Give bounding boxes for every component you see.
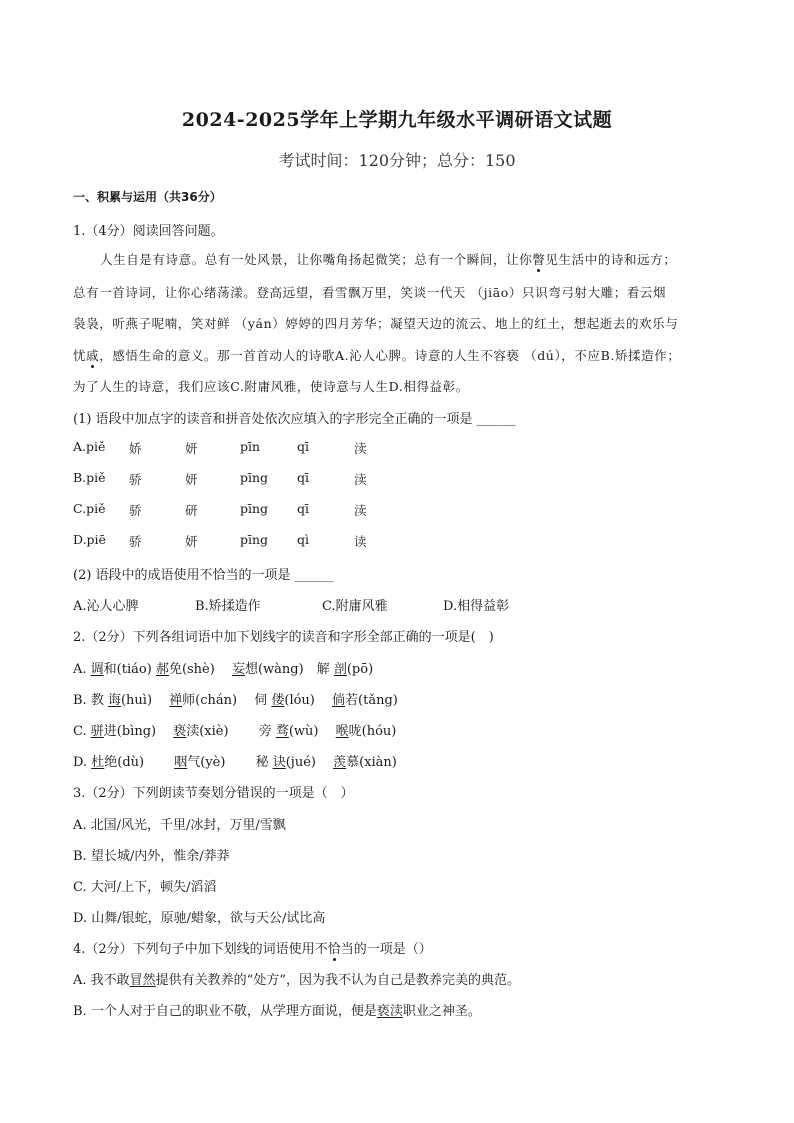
dotted-word: 不恰当: [315, 942, 354, 957]
q3-option-d: D. 山舞/银蛇，原驰/蜡象，欲与天公/试比高: [73, 911, 326, 926]
q2-option-d: D. 杜绝(dù) 咽气(yè) 秘 诀(jué) 羡慕(xiàn): [73, 755, 397, 770]
q2-option-a: A. 调和(tiáo) 郝免(shè) 妄想(wàng) 解 剖(pō): [73, 662, 374, 677]
section-heading: 一、积累与运用（共36分）: [73, 190, 222, 204]
q2-option-b: B. 教 诲(huì) 禅师(chán) 伺 偻(lóu) 倘若(tǎng): [73, 693, 398, 708]
q4-option-b: B. 一个人对于自己的职业不敬，从学理方面说，便是亵渎职业之神圣。: [73, 1004, 481, 1019]
dotted-char: 瞥: [532, 252, 546, 267]
q3-stem: 3.（2分）下列朗读节奏划分错误的一项是（ ）: [73, 786, 354, 801]
q1-sub1: (1) 语段中加点字的读音和拼音处依次应填入的字形完全正确的一项是 ______: [73, 412, 516, 427]
q4-option-a: A. 我不敢冒然提供有关教养的“处方”，因为我不认为自己是教养完美的典范。: [73, 973, 520, 988]
q1-passage-line-1: 人生自是有诗意。总有一处风景，让你嘴角扬起微笑；总有一个瞬间，让你瞥见生活中的诗和远方；: [100, 252, 677, 267]
q2-stem: 2.（2分）下列各组词语中加下划线字的读音和字形全部正确的一项是( ): [73, 630, 494, 645]
q1-option-c: C.piě 骄 研 pīng qī 渎: [73, 501, 367, 518]
q1-stem: 1.（4分）阅读回答问题。: [73, 224, 224, 239]
q1-passage-line-3: 袅袅，听燕子呢喃，笑对鲜 （yán）婷婷的四月芳华；凝望天边的流云、地上的红土，想起逝去的欢乐与: [73, 316, 679, 331]
q1-passage-line-4: 忧戚，感悟生命的意义。那一首首动人的诗歌A.沁人心脾。诗意的人生不容亵 （dú），不应B.矫揉造作；: [73, 348, 681, 363]
q3-option-b: B. 望长城/内外，惟余/莽莽: [73, 849, 230, 864]
q2-option-c: C. 骈进(bìng) 亵渎(xiè) 旁 骛(wù) 喉咙(hóu): [73, 724, 397, 739]
page-title: 2024-2025学年上学期九年级水平调研语文试题: [181, 109, 613, 131]
q1-idiom-b: B.矫揉造作: [195, 599, 261, 614]
q3-option-c: C. 大河/上下，顿失/滔滔: [73, 880, 217, 895]
q1-idiom-d: D.相得益彰: [443, 599, 510, 614]
q1-option-a: A.piě 娇 妍 pīn qī 渎: [73, 439, 367, 456]
q1-option-b: B.piě 骄 妍 pīng qī 渎: [73, 470, 367, 487]
q1-idiom-c: C.附庸风雅: [322, 599, 388, 614]
q1-passage-line-5: 为了人生的诗意，我们应该C.附庸风雅，使诗意与人生D.相得益彰。: [73, 379, 469, 394]
q1-idiom-a: A.沁人心脾: [73, 599, 139, 614]
q4-stem: 4.（2分）下列句子中加下划线的词语使用不恰当的一项是（）: [73, 938, 432, 957]
q1-option-d: D.piē 骄 妍 pīng qì 读: [73, 532, 367, 549]
q1-passage-line-2: 总有一首诗词，让你心绪荡漾。登高远望，看雪飘万里，笑谈一代天 （jiāo）只识弯弓射大雕；看云烟: [73, 285, 667, 300]
dotted-char: 戚: [86, 348, 100, 363]
q3-option-a: A. 北国/风光，千里/冰封，万里/雪飘: [73, 818, 286, 833]
q1-sub2: (2) 语段中的成语使用不恰当的一项是 ______: [73, 568, 334, 583]
exam-info: 考试时间：120分钟；总分：150: [278, 151, 516, 170]
